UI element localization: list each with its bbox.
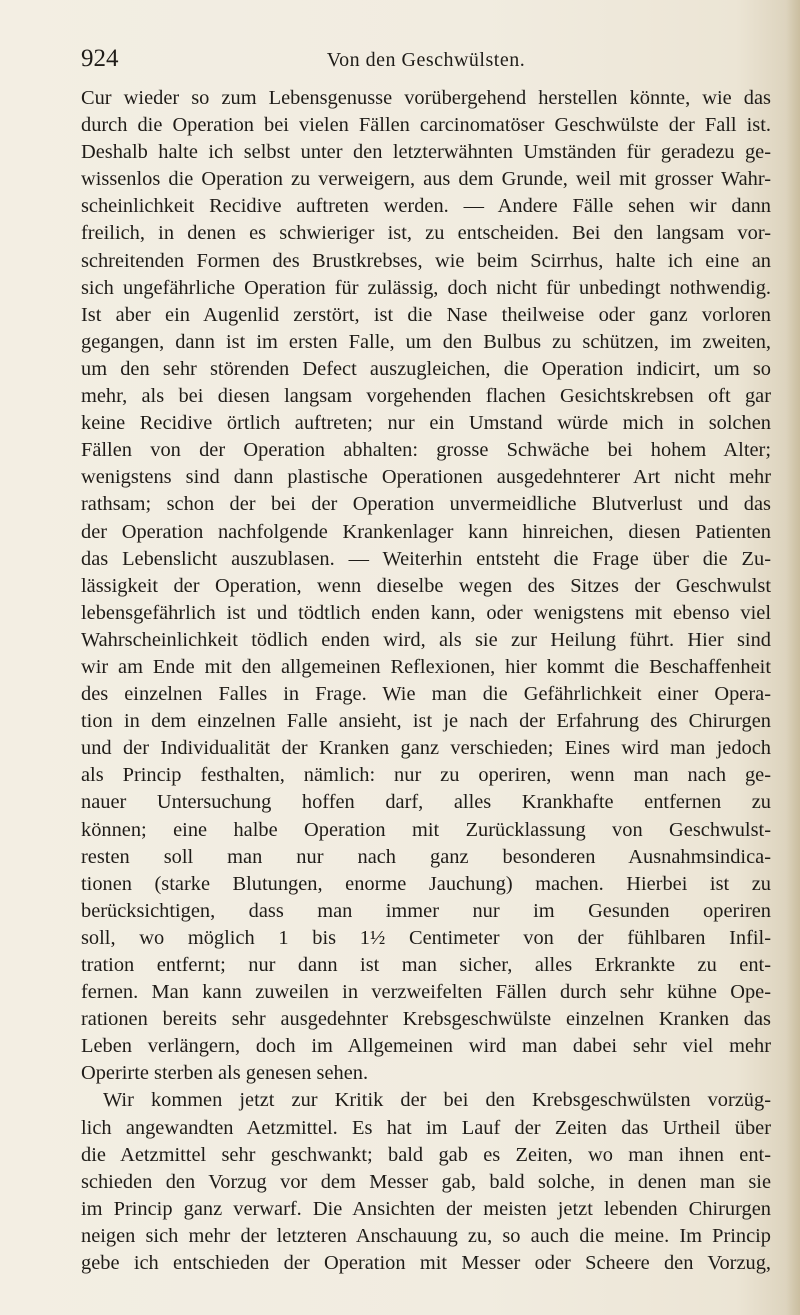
text-line: Fällen von der Operation abhalten: grosse Schwäche bei hohem Alter; [81,439,771,462]
text-line: keine Recidive örtlich auftreten; nur ein Umstand würde mich in solchen [81,412,771,435]
paragraph-start-line: Wir kommen jetzt zur Kritik der bei den Krebsgeschwülsten vorzüg- [103,1089,771,1112]
text-line: lebensgefährlich ist und tödtlich enden kann, oder wenigstens mit ebenso viel [81,601,771,624]
text-line: berücksichtigen, dass man immer nur im Gesunden operiren [81,899,771,922]
text-line: fernen. Man kann zuweilen in verzweifelten Fällen durch sehr kühne Ope- [81,981,771,1004]
body-text [81,85,771,1277]
text-line: wissenlos die Operation zu verweigern, aus dem Grunde, weil mit grosser Wahr- [81,168,771,191]
running-title: Von den Geschwülsten. [326,49,526,71]
text-line: um den sehr störenden Defect auszugleichen, die Operation indicirt, um so [81,357,771,380]
page-edge-shadow [786,0,800,1315]
text-line: schieden den Vorzug vor dem Messer gab, bald solche, in denen man sie [81,1170,771,1193]
text-line: wir am Ende mit den allgemeinen Reflexionen, hier kommt die Beschaffenheit [81,655,771,678]
page-header [81,44,771,74]
text-line: gegangen, dann ist im ersten Falle, um den Bulbus zu schützen, im zweiten, [81,330,771,353]
text-line: mehr, als bei diesen langsam vorgehenden flachen Gesichtskrebsen oft gar [81,385,771,408]
text-line: im Princip ganz verwarf. Die Ansichten der meisten jetzt lebenden Chirurgen [81,1197,771,1220]
text-line: scheinlichkeit Recidive auftreten werden. — Andere Fälle sehen wir dann [81,195,771,218]
text-line: rathsam; schon der bei der Operation unvermeidliche Blutverlust und das [81,493,771,516]
text-line: gebe ich entschieden der Operation mit Messer oder Scheere den Vorzug, [81,1252,771,1275]
text-line: rationen bereits sehr ausgedehnter Krebsgeschwülste einzelnen Kranken das [81,1008,771,1031]
text-line: Deshalb halte ich selbst unter den letzterwähnten Umständen für geradezu ge- [81,141,771,164]
text-line: neigen sich mehr der letzteren Anschauung zu, so auch die meine. Im Princip [81,1224,771,1247]
text-line: freilich, in denen es schwieriger ist, zu entscheiden. Bei den langsam vor- [81,222,771,245]
text-line: durch die Operation bei vielen Fällen carcinomatöser Geschwülste der Fall ist. [81,114,771,137]
text-line: nauer Untersuchung hoffen darf, alles Krankhafte entfernen zu [81,791,771,814]
text-line: lässigkeit der Operation, wenn dieselbe wegen des Sitzes der Geschwulst [81,574,771,597]
text-line: als Princip festhalten, nämlich: nur zu operiren, wenn man nach ge- [81,764,771,787]
text-line: tionen (starke Blutungen, enorme Jauchung) machen. Hierbei ist zu [81,872,771,895]
page-number: 924 [81,45,119,72]
text-line: Operirte sterben als genesen sehen. [81,1062,369,1085]
text-line: resten soll man nur nach ganz besonderen Ausnahmsindica- [81,845,771,868]
text-line: und der Individualität der Kranken ganz verschieden; Eines wird man jedoch [81,737,771,760]
text-line: wenigstens sind dann plastische Operationen ausgedehnterer Art nicht mehr [81,466,771,489]
text-line: des einzelnen Falles in Frage. Wie man die Gefährlichkeit einer Opera- [81,683,771,706]
text-line: Leben verlängern, doch im Allgemeinen wird man dabei sehr viel mehr [81,1035,771,1058]
text-line: die Aetzmittel sehr geschwankt; bald gab es Zeiten, wo man ihnen ent- [81,1143,771,1166]
text-line: können; eine halbe Operation mit Zurücklassung von Geschwulst- [81,818,771,841]
text-line: Cur wieder so zum Lebensgenusse vorübergehend herstellen könnte, wie das [81,87,771,109]
text-line: sich ungefährliche Operation für zulässig, doch nicht für unbedingt nothwendig. [81,276,771,299]
text-line: soll, wo möglich 1 bis 1½ Centimeter von der fühlbaren Infil- [81,926,771,949]
text-line: Wahrscheinlichkeit tödlich enden wird, als sie zur Heilung führt. Hier sind [81,628,771,651]
text-line: tion in dem einzelnen Falle ansieht, ist je nach der Erfahrung des Chirurgen [81,710,771,733]
text-line: der Operation nachfolgende Krankenlager kann hinreichen, diesen Patienten [81,520,771,543]
text-line: Ist aber ein Augenlid zerstört, ist die Nase theilweise oder ganz vorloren [81,303,771,326]
text-line: lich angewandten Aetzmittel. Es hat im Lauf der Zeiten das Urtheil über [81,1116,771,1139]
text-line: schreitenden Formen des Brustkrebses, wie beim Scirrhus, halte ich eine an [81,249,771,272]
text-line: das Lebenslicht auszublasen. — Weiterhin entsteht die Frage über die Zu- [81,547,771,570]
text-line: tration entfernt; nur dann ist man sicher, alles Erkrankte zu ent- [81,954,771,976]
